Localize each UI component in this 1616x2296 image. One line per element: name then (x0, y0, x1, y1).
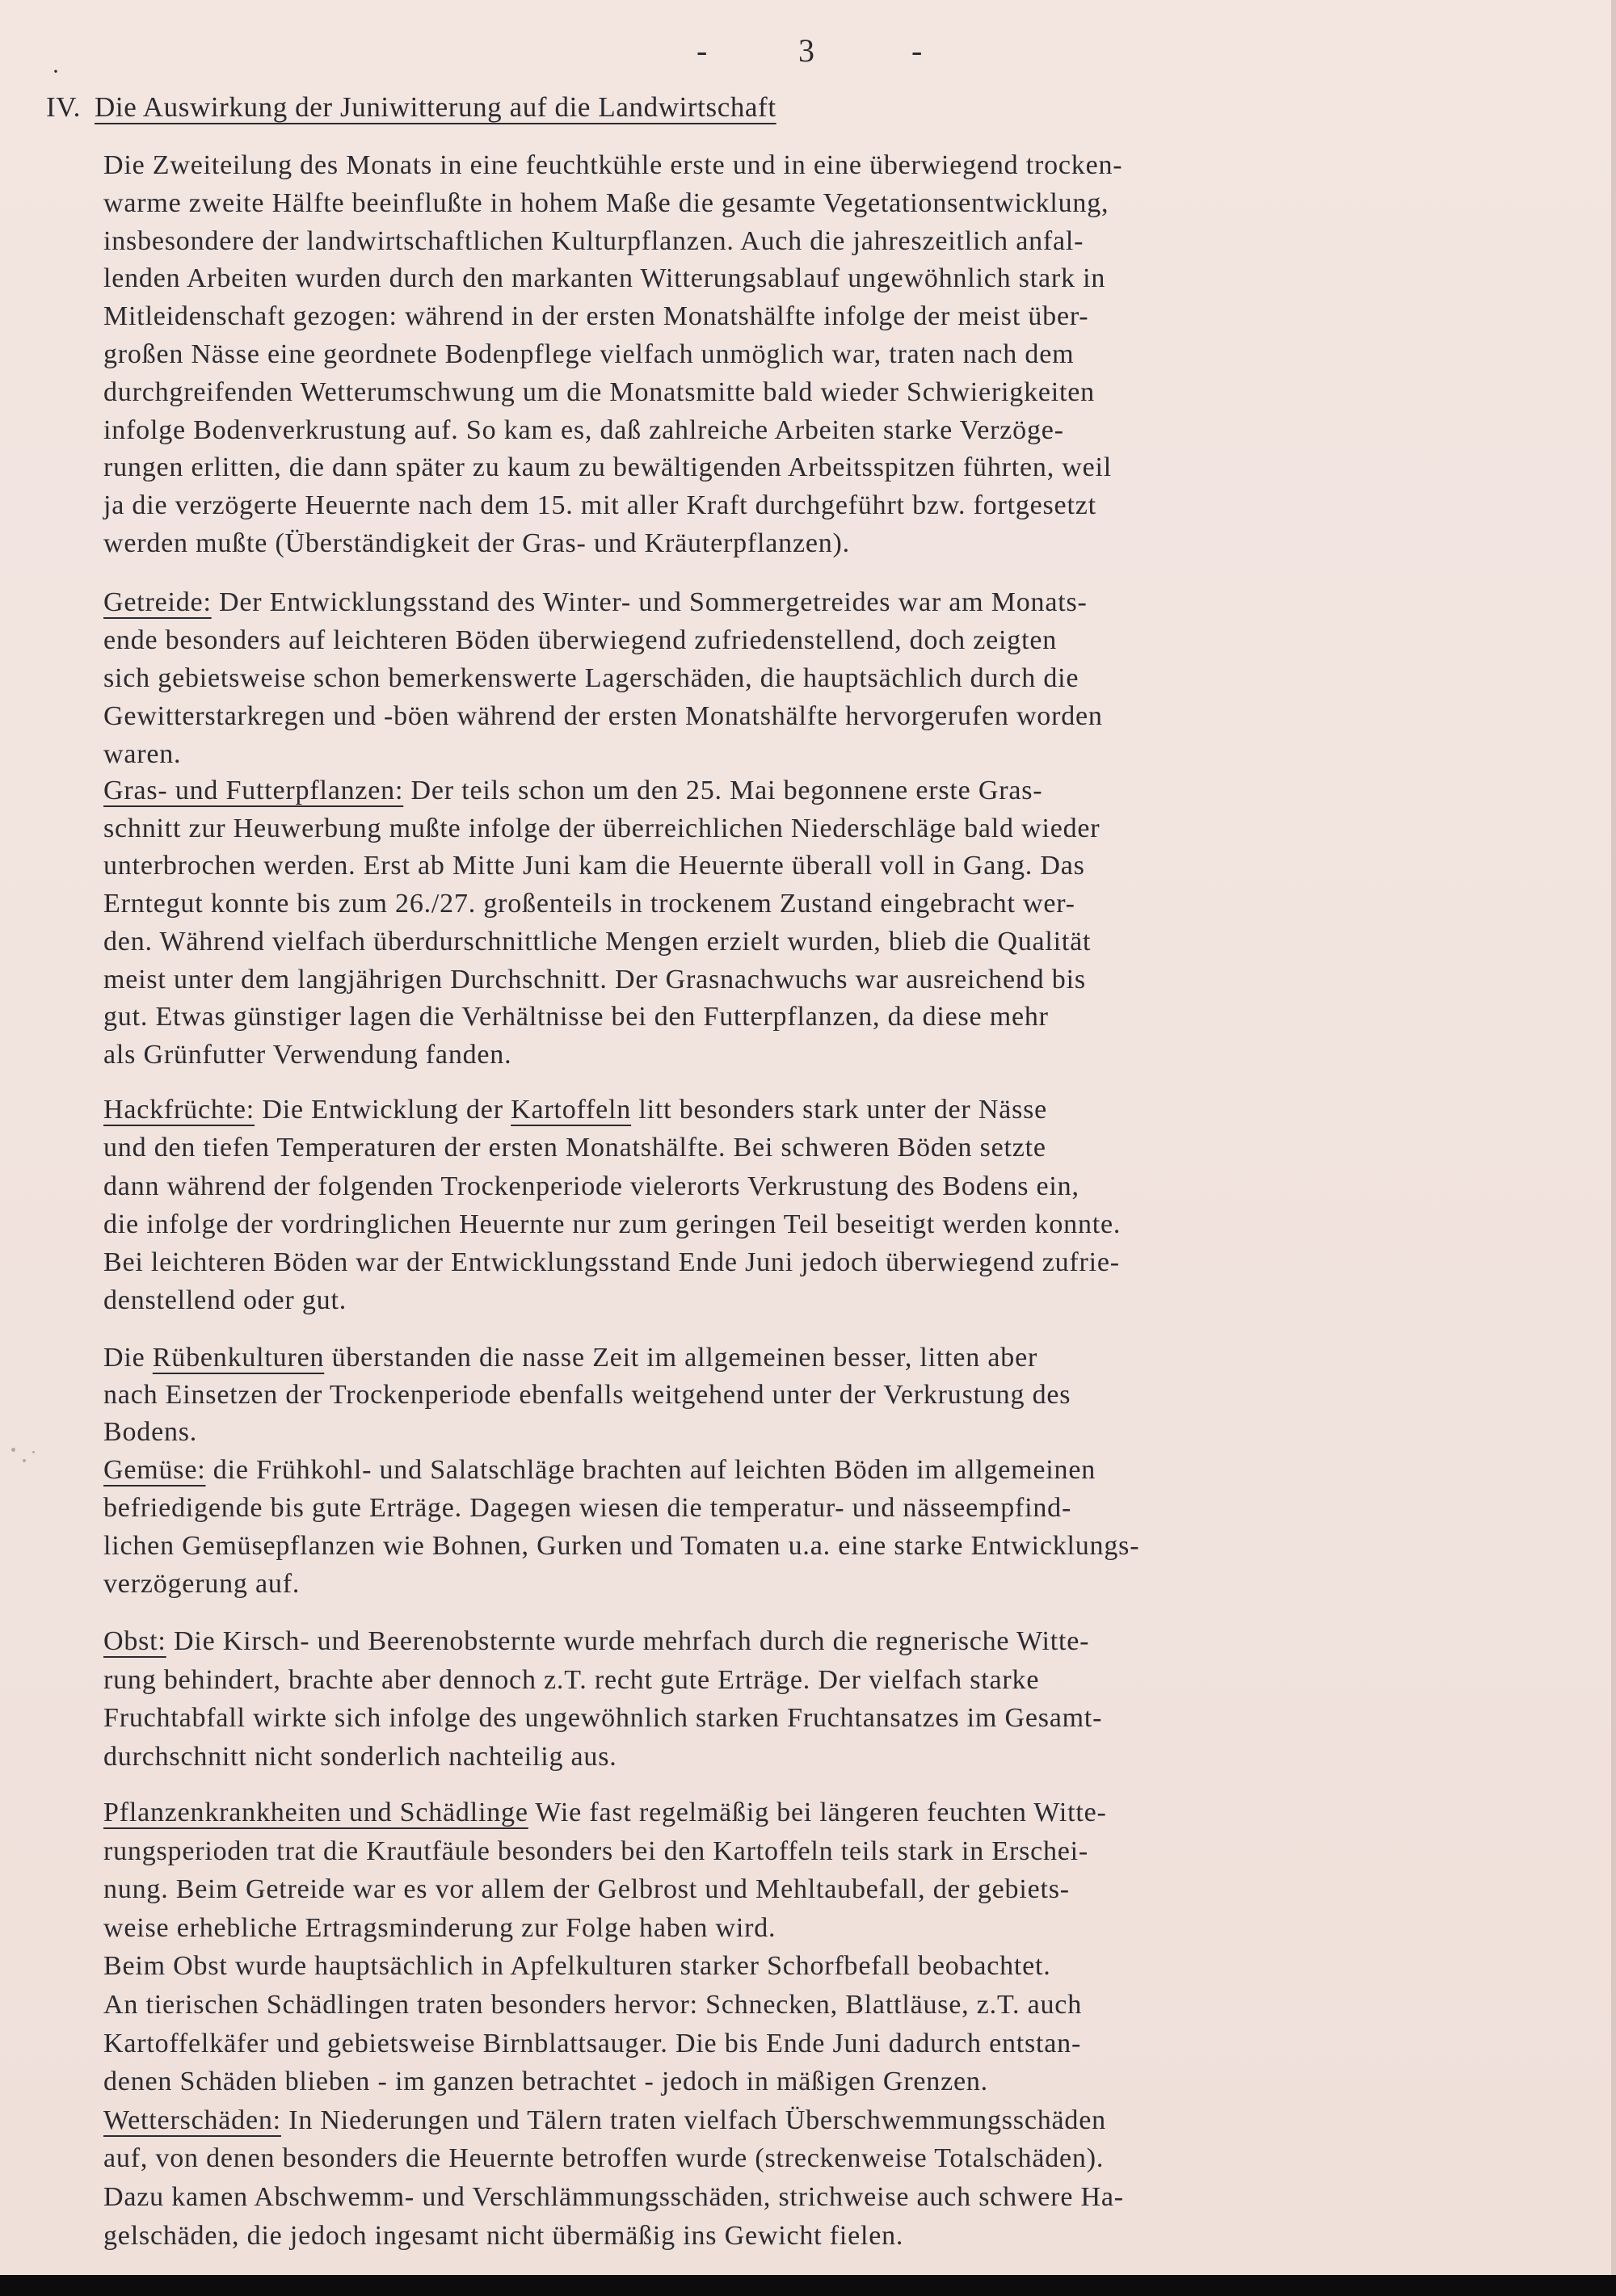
text-line: denen Schäden blieben - im ganzen betrachtet - jedoch in mäßigen Grenzen. (103, 2067, 988, 2097)
text-line (103, 1451, 1586, 1489)
text-line (103, 1339, 1586, 1377)
hackfruechte-paragraph (103, 1091, 1586, 1320)
text-line (103, 583, 1586, 621)
obst-label: Obst: (103, 1626, 166, 1656)
rueben-paragraph (103, 1339, 1586, 1451)
text-line: verzögerung auf. (103, 1569, 301, 1599)
text-line: dann während der folgenden Trockenperiode vielerorts Verkrustung des Bodens ein, (103, 1171, 1079, 1201)
page-number: 3 (798, 32, 814, 69)
text-line: durchschnitt nicht sonderlich nachteilig aus. (103, 1741, 617, 1772)
text-line: die infolge der vordringlichen Heuernte nur zum geringen Teil beseitigt werden konnte. (103, 1209, 1122, 1239)
text-line: Beim Obst wurde hauptsächlich in Apfelkulturen starker Schorfbefall beobachtet. (103, 1951, 1051, 1982)
text-line (103, 2101, 1586, 2140)
rueben-first-line: überstanden die nasse Zeit im allgemeinen besser, litten aber (324, 1343, 1038, 1373)
pflanzenkrankheiten-label: Pflanzenkrankheiten und Schädlinge (103, 1798, 528, 1827)
text-line: Bei leichteren Böden war der Entwicklungsstand Ende Juni jedoch überwiegend zufrie- (103, 1247, 1120, 1278)
text-line: befriedigende bis gute Erträge. Dagegen wiesen die temperatur- und nässeempfind- (103, 1493, 1072, 1523)
hackfruechte-label: Hackfrüchte: (103, 1095, 255, 1125)
gemuese-first-line: die Frühkohl- und Salatschläge brachten auf leichten Böden im allgemeinen (205, 1455, 1096, 1485)
scan-speck (11, 1448, 15, 1452)
text-line: gelschäden, die jedoch ingesamt nicht übermäßig ins Gewicht fielen. (103, 2220, 904, 2251)
text-line: nung. Beim Getreide war es vor allem der Gelbrost und Mehltaubefall, der gebiets- (103, 1874, 1070, 1905)
section-heading (46, 87, 1581, 128)
text-line: warme zweite Hälfte beeinflußte in hohem Maße die gesamte Vegetationsentwicklung, (103, 187, 1109, 218)
pflanzenkrankheiten-paragraph (103, 1793, 1586, 2255)
text-line: gut. Etwas günstiger lagen die Verhältnisse bei den Futterpflanzen, da diese mehr (103, 1002, 1049, 1032)
gras-paragraph (103, 772, 1586, 1074)
gemuese-paragraph (103, 1451, 1586, 1603)
margin-dot: · (52, 58, 60, 85)
text-line: rungen erlitten, die dann später zu kaum zu bewältigenden Arbeitsspitzen führten, weil (103, 452, 1113, 483)
text-line (103, 772, 1586, 810)
text-line: Gewitterstarkregen und -böen während der ersten Monatshälfte hervorgerufen worden (103, 701, 1103, 731)
text-line: weise erhebliche Ertragsminderung zur Folge haben wird. (103, 1912, 776, 1943)
section-number: IV. (46, 91, 81, 123)
intro-paragraph (103, 147, 1586, 563)
header-dash-left: - (696, 32, 708, 69)
scan-bottom-border (0, 2275, 1616, 2296)
text-line: lichen Gemüsepflanzen wie Bohnen, Gurken und Tomaten u.a. eine starke Entwicklungs- (103, 1531, 1140, 1561)
text-line: denstellend oder gut. (103, 1285, 347, 1316)
text-line: unterbrochen werden. Erst ab Mitte Juni kam die Heuernte überall voll in Gang. Das (103, 851, 1085, 881)
text-line: großen Nässe eine geordnete Bodenpflege vielfach unmöglich war, traten nach dem (103, 339, 1075, 369)
pflanzenkrankheiten-first-line: Wie fast regelmäßig bei längeren feuchten Witte- (528, 1798, 1107, 1827)
obst-first-line: Die Kirsch- und Beerenobsternte wurde mehrfach durch die regnerische Witte- (166, 1626, 1090, 1656)
scan-speck (23, 1459, 26, 1462)
hackfruechte-first-line: litt besonders stark unter der Nässe (631, 1095, 1048, 1125)
text-line: Kartoffelkäfer und gebietsweise Birnblattsauger. Die bis Ende Juni dadurch entstan- (103, 2028, 1082, 2058)
text-line: rungsperioden trat die Krautfäule besonders bei den Kartoffeln teils stark in Erschei- (103, 1836, 1089, 1866)
text-line: sich gebietsweise schon bemerkenswerte Lagerschäden, die hauptsächlich durch die (103, 663, 1079, 693)
text-line: waren. (103, 739, 182, 769)
rueben-pre: Die (103, 1343, 153, 1373)
text-line (103, 1793, 1586, 1832)
scan-speck (32, 1451, 35, 1453)
getreide-label: Getreide: (103, 587, 212, 617)
text-line: durchgreifenden Wetterumschwung um die Monatsmitte bald wieder Schwierigkeiten (103, 376, 1095, 407)
text-line: Dazu kamen Abschwemm- und Verschlämmungsschäden, strichweise auch schwere Ha- (103, 2181, 1124, 2212)
text-line: Fruchtabfall wirkte sich infolge des ungewöhnlich starken Fruchtansatzes im Gesamt- (103, 1703, 1103, 1733)
page-header (0, 31, 1616, 71)
hackfruechte-pre: Die Entwicklung der (255, 1095, 511, 1125)
text-line: auf, von denen besonders die Heuernte betroffen wurde (streckenweise Totalschäden). (103, 2143, 1105, 2174)
text-line: ende besonders auf leichteren Böden überwiegend zufriedenstellend, doch zeigten (103, 625, 1058, 655)
text-line (103, 1622, 1586, 1661)
section-title: Die Auswirkung der Juniwitterung auf die Landwirtschaft (95, 91, 776, 123)
text-line: rung behindert, brachte aber dennoch z.T. recht gute Erträge. Der vielfach starke (103, 1664, 1040, 1695)
text-line: meist unter dem langjährigen Durchschnitt. Der Grasnachwuchs war ausreichend bis (103, 964, 1086, 995)
obst-paragraph (103, 1622, 1586, 1776)
text-line: als Grünfutter Verwendung fanden. (103, 1039, 512, 1070)
text-line: und den tiefen Temperaturen der ersten Monatshälfte. Bei schweren Böden setzte (103, 1133, 1046, 1163)
text-line: An tierischen Schädlingen traten besonders hervor: Schnecken, Blattläuse, z.T. auch (103, 1989, 1082, 2020)
text-line: Die Zweiteilung des Monats in eine feuchtkühle erste und in eine überwiegend trocken- (103, 150, 1123, 180)
text-line: den. Während vielfach überdurschnittliche Mengen erzielt wurden, blieb die Qualität (103, 926, 1092, 957)
text-line: infolge Bodenverkrustung auf. So kam es, daß zahlreiche Arbeiten starke Verzöge- (103, 414, 1064, 445)
gras-label: Gras- und Futterpflanzen: (103, 776, 404, 805)
text-line: werden mußte (Überständigkeit der Gras- und Kräuterpflanzen). (103, 528, 850, 558)
rueben-term: Rübenkulturen (152, 1343, 325, 1373)
text-line: Bodens. (103, 1417, 198, 1447)
scan-right-edge (1611, 0, 1616, 2275)
text-line: lenden Arbeiten wurden durch den markanten Witterungsablauf ungewöhnlich stark in (103, 263, 1106, 294)
wetterschaeden-first-line: In Niederungen und Tälern traten vielfach Überschwemmungsschäden (280, 2105, 1106, 2135)
text-line: insbesondere der landwirtschaftlichen Kulturpflanzen. Auch die jahreszeitlich anfal- (103, 225, 1084, 256)
gemuese-label: Gemüse: (103, 1455, 206, 1485)
wetterschaeden-label: Wetterschäden: (103, 2105, 281, 2135)
getreide-paragraph (103, 583, 1586, 773)
text-line: Erntegut konnte bis zum 26./27. großenteils in trockenem Zustand eingebracht wer- (103, 889, 1075, 919)
kartoffeln-term: Kartoffeln (511, 1095, 632, 1125)
gras-first-line: Der teils schon um den 25. Mai begonnene erste Gras- (403, 776, 1043, 805)
getreide-first-line: Der Entwicklungsstand des Winter- und Sommergetreides war am Monats- (211, 587, 1088, 617)
text-line: schnitt zur Heuwerbung mußte infolge der überreichlichen Niederschläge bald wieder (103, 813, 1100, 843)
text-line: nach Einsetzen der Trockenperiode ebenfalls weitgehend unter der Verkrustung des (103, 1380, 1071, 1410)
text-line (103, 1091, 1586, 1129)
text-line: Mitleidenschaft gezogen: während in der ersten Monatshälfte infolge der meist über- (103, 301, 1089, 332)
text-line: ja die verzögerte Heuernte nach dem 15. mit aller Kraft durchgeführt bzw. fortgesetzt (103, 490, 1096, 521)
header-dash-right: - (911, 32, 923, 69)
